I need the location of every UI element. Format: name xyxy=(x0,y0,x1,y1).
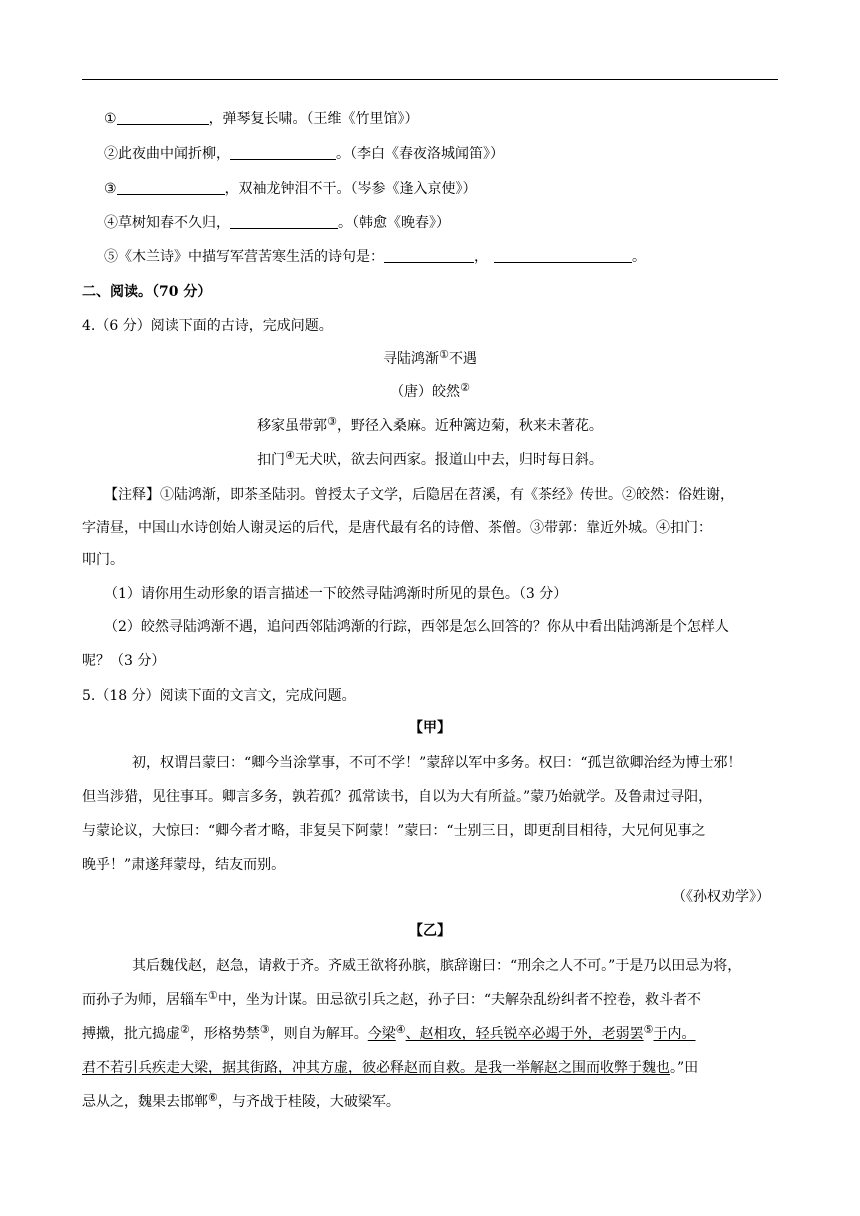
passage-jia-line-1: 初，权谓吕蒙曰：“卿今当涂掌事，不可不学！”蒙辞以军中多务。权曰：“孤岂欲卿治经为博士邪！ xyxy=(132,755,742,771)
q4-intro: 4.（6 分）阅读下面的古诗，完成问题。 xyxy=(82,318,333,334)
q3-item-4: ④草树知春不久归， 。（韩愈《晚春》） xyxy=(104,215,450,231)
q5-intro: 5.（18 分）阅读下面的文言文，完成问题。 xyxy=(82,688,356,704)
q3-item-1: ① ，弹琴复长啸。（王维《竹里馆》） xyxy=(104,111,419,127)
passage-yi-title: 【乙】 xyxy=(409,923,451,939)
passage-jia-line-4: 晚乎！”肃遂拜蒙母，结友而别。 xyxy=(82,857,286,873)
q3-item-5: ⑤《木兰诗》中描写军营苦寒生活的诗句是： ， 。 xyxy=(104,249,646,265)
q3-item-3: ③ ，双袖龙钟泪不干。（岑参《逢入京使》） xyxy=(104,181,477,197)
q4-sub-question-2: （2）皎然寻陆鸿渐不遇，追问西邻陆鸿渐的行踪，西邻是怎么回答的？你从中看出陆鸿渐是个怎样人 xyxy=(104,619,729,635)
poem-line-2: 扣门④无犬吠，欲去问西家。报道山中去，归时每日斜。 xyxy=(257,449,603,468)
poem-note-line-3: 叩门。 xyxy=(82,552,124,568)
passage-jia-line-3: 与蒙论议，大惊曰：“卿今者才略，非复吴下阿蒙！”蒙曰：“士别三日，即更刮目相待，大兄何见事之 xyxy=(82,823,706,839)
section-title: 二、阅读。（70 分） xyxy=(82,284,212,300)
poem-author: （唐）皎然② xyxy=(390,381,470,400)
passage-yi-line-1: 其后魏伐赵，赵急，请救于齐。齐威王欲将孙膑，膑辞谢曰：“刑余之人不可。”于是乃以田忌为将， xyxy=(132,958,742,974)
answer-blank[interactable] xyxy=(494,248,632,263)
passage-jia-source: （《孙权劝学》） xyxy=(672,889,770,905)
q4-sub-question-2-cont: 呢？（3 分） xyxy=(82,653,166,669)
q3-item-2: ②此夜曲中闻折柳， 。（李白《春夜洛城闻笛》） xyxy=(104,146,504,162)
passage-yi-line-2: 而孙子为师，居辎车①中，坐为计谋。田忌欲引兵之赵，孙子曰：“夫解杂乱纷纠者不控卷，救斗者不 xyxy=(82,989,702,1008)
header-rule xyxy=(82,79,778,80)
answer-blank[interactable] xyxy=(384,248,474,263)
passage-yi-line-5: 忌从之，魏果去邯郸⑥，与齐战于桂陵，大破梁军。 xyxy=(82,1091,400,1110)
poem-line-1: 移家虽带郭③，野径入桑麻。近种篱边菊，秋来未著花。 xyxy=(257,415,603,434)
answer-blank[interactable] xyxy=(230,145,336,160)
passage-yi-line-3: 搏撠，批亢捣虚②，形格势禁③，则自为解耳。今梁④、赵相攻，轻兵锐卒必竭于外，老弱罢⑤于内。 xyxy=(82,1023,696,1042)
passage-jia-line-2: 但当涉猎，见往事耳。卿言多务，孰若孤？孤常读书，自以为大有所益。”蒙乃始就学。及鲁肃过寻阳， xyxy=(82,789,713,805)
q4-sub-question-1: （1）请你用生动形象的语言描述一下皎然寻陆鸿渐时所见的景色。（3 分） xyxy=(104,586,568,602)
poem-note-line-2: 字清昼，中国山水诗创始人谢灵运的后代，是唐代最有名的诗僧、茶僧。③带郭：靠近外城。④扣门： xyxy=(82,520,712,536)
passage-yi-line-4: 君不若引兵疾走大梁，据其街路，冲其方虚，彼必释赵而自救。是我一举解赵之围而收弊于魏也。”田 xyxy=(82,1060,699,1076)
answer-blank[interactable] xyxy=(117,110,209,125)
poem-note-line-1: 【注释】①陆鸿渐，即茶圣陆羽。曾授太子文学，后隐居在苕溪，有《茶经》传世。②皎然：俗姓谢， xyxy=(104,487,734,503)
passage-jia-title: 【甲】 xyxy=(409,720,451,736)
poem-title: 寻陆鸿渐①不遇 xyxy=(383,348,477,367)
answer-blank[interactable] xyxy=(117,180,225,195)
answer-blank[interactable] xyxy=(230,214,338,229)
